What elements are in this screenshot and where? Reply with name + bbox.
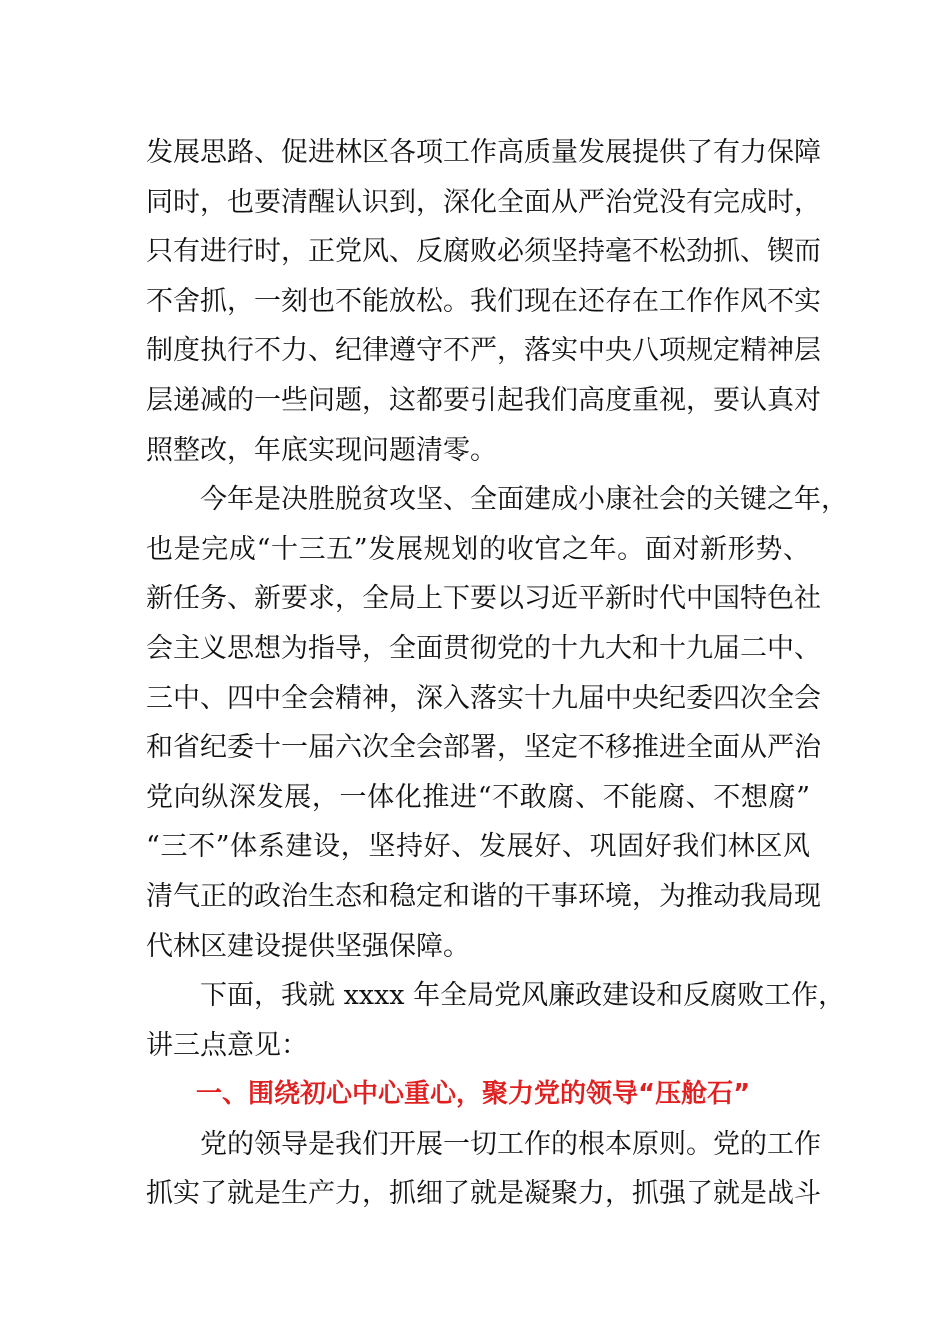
- text-line: 新任务、新要求，全局上下要以习近平新时代中国特色社: [146, 583, 821, 615]
- section-heading: [146, 1070, 810, 1120]
- text-line: 党的领导是我们开展一切工作的根本原则。党的工作: [200, 1128, 821, 1160]
- text-line: 会主义思想为指导，全面贯彻党的十九大和十九届二中、: [146, 632, 821, 664]
- text-line: 代林区建设提供坚强保障。: [146, 930, 470, 962]
- text-line: 层递减的一些问题，这都要引起我们高度重视，要认真对: [146, 384, 821, 416]
- text-line: 今年是决胜脱贫攻坚、全面建成小康社会的关键之年，: [200, 484, 848, 516]
- paragraph-3: [146, 971, 846, 1070]
- text-line: 下面，我就 xxxx 年全局党风廉政建设和反腐败工作，: [200, 980, 846, 1012]
- text-line: 制度执行不力、纪律遵守不严，落实中央八项规定精神层: [146, 335, 821, 367]
- section-heading-text: 一、围绕初心中心重心，聚力党的领导“压舱石”: [196, 1079, 751, 1110]
- text-line: “三不”体系建设，坚持好、发展好、巩固好我们林区风: [146, 831, 810, 863]
- text-line: 党向纵深发展，一体化推进“不敢腐、不能腐、不想腐”: [146, 781, 810, 813]
- text-line: 不舍抓，一刻也不能放松。我们现在还存在工作作风不实: [146, 285, 821, 317]
- text-line: 讲三点意见：: [146, 1029, 308, 1061]
- document-body: [146, 128, 848, 1219]
- text-line: 发展思路、促进林区各项工作高质量发展提供了有力保障: [146, 137, 821, 168]
- text-line: 清气正的政治生态和稳定和谐的干事环境，为推动我局现: [146, 880, 821, 912]
- text-line: 和省纪委十一届六次全会部署，坚定不移推进全面从严治: [146, 732, 821, 764]
- text-line: 也是完成“十三五”发展规划的收官之年。面对新形势、: [146, 533, 810, 565]
- text-line: 三中、四中全会精神，深入落实十九届中央纪委四次全会: [146, 682, 821, 714]
- text-line: 同时，也要清醒认识到，深化全面从严治党没有完成时，: [146, 186, 821, 218]
- text-line: 只有进行时，正党风、反腐败必须坚持毫不松劲抓、锲而: [146, 236, 821, 268]
- paragraph-2: [146, 475, 848, 971]
- paragraph-1: [146, 128, 821, 475]
- text-line: 抓实了就是生产力，抓细了就是凝聚力，抓强了就是战斗: [146, 1178, 821, 1210]
- text-line: 照整改，年底实现问题清零。: [146, 434, 497, 466]
- paragraph-4: [146, 1120, 821, 1219]
